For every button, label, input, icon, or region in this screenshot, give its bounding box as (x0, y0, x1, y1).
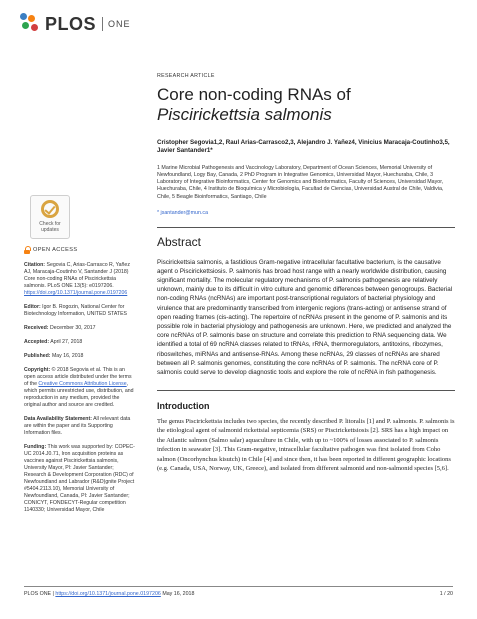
accepted-date: Accepted: April 27, 2018 (24, 339, 83, 345)
funding-block: Funding: This work was supported by: COPEC-UC 2014.J0.71, Iron acquisition proteins as vaccines against Piscirickettsia salmonis, University Mayor, PI: Javier Santander; Research & Development Corporation (RDC) of Newfoundland and Labrador (R&D)gnite Project #5404.2113.10), Memorial University of Newfoundland, Canada, PI: Javier Santander; CONICYT, FONDECYT-Regular competition 1140330; Universidad Mayor, Chile (24, 444, 135, 513)
divider (157, 390, 455, 391)
citation-block: Citation: Segovia C, Arias-Carrasco R, Yañez AJ, Maracaja-Coutinho V, Santander J (2018) Core non-coding RNAs of Piscirickettsia salmonis. PLoS ONE 13(5): e0197206. https://doi.org/10.1371/journal.pone.0197206 (24, 262, 130, 296)
page-number: 1 / 20 (439, 591, 453, 597)
plos-one-logo (20, 12, 131, 36)
abstract-heading: Abstract (157, 234, 202, 249)
license-link[interactable]: Creative Commons Attribution License (38, 381, 127, 387)
data-availability-block: Data Availability Statement: All relevant data are within the paper and its Supporting Information files. (24, 416, 131, 436)
open-lock-icon (24, 246, 30, 254)
published-date: Published: May 16, 2018 (24, 353, 84, 359)
article-title: Core non-coding RNAs of Piscirickettsia salmonis (157, 85, 351, 124)
footer-doi-link[interactable]: https://doi.org/10.1371/journal.pone.0197206 (55, 591, 161, 597)
corresponding-email[interactable]: * jsantander@mun.ca (157, 209, 209, 216)
divider (157, 227, 455, 228)
received-date: Received: December 30, 2017 (24, 325, 96, 331)
introduction-heading: Introduction (157, 401, 210, 412)
article-sidebar (24, 246, 136, 521)
plos-logo-mark (20, 13, 42, 35)
logo-divider (102, 17, 103, 31)
abstract-text: Piscirickettsia salmonis, a fastidious Gram-negative intracellular facultative bacterium, is the causative agent o Piscirickettsiosis. P. salmonis has broad host range with a nearly worldwide distribution, causing significant mortality. The molecular regulatory mechanisms of P. salmonis pathogenesis are relatively unknown, mainly due to its difficult in vitro culture and genomic differences between genogroups. Bacterial non-coding RNAs (ncRNAs) are important post-transcriptional regulators of bacterial physiology and virulence that are predominantly transcribed from intergenic regions (trans-acting) or antisense strand of open reading frames (cis-acting). The repertoire of ncRNAs present in the genome of P. salmonis and its possible role in bacterial physiology and pathogenesis are unknown. Here, we predicted and analyzed the core ncRNAs of P. salmonis base on structure and correlate this prediction to RNA sequencing data. We identified a total of 69 ncRNA classes related to tRNAs, rRNA, thermoregulators, antitoxins, ribozymes, riboswitches, miRNAs and antisense-RNAs. Among these ncRNAs, 29 classes of ncRNAs are shared between all P. salmonis genomes, constituting the core ncRNAs of P. salmonis. The ncRNA core of P. salmonis could serve to develop diagnostic tools and explore the role of ncRNA in fish pathogenesis. (157, 258, 453, 377)
check-for-updates-badge[interactable] (30, 195, 70, 239)
citation-doi-link[interactable]: https://doi.org/10.1371/journal.pone.0197206 (24, 290, 128, 296)
copyright-block: Copyright: © 2018 Segovia et al. This is an open access article distributed under the terms of the Creative Commons Attribution License, which permits unrestricted use, distribution, and reproduction in any medium, provided the original author and source are credited. (24, 367, 134, 408)
article-type: RESEARCH ARTICLE (157, 73, 215, 79)
affiliations: 1 Marine Microbial Pathogenesis and Vaccinology Laboratory, Department of Ocean Sciences, Memorial University of Newfoundland, Logy Bay, Canada, 2 PhD Program in Integrative Genomics, Universidad Mayor, Huechuraba, Chile, 3 Laboratory of Integrative Bioinformatics, Center for Genomics and Bioinformatics, Faculty of Sciences, Universidad Mayor, Huechuraba, Chile, 4 Instituto de Bioquímica y Microbiología, Facultad de Ciencias, Universidad Austral de Chile, Valdivia, Chile, 5 Beagle Bioinformatics, Santiago, Chile (157, 164, 444, 200)
check-updates-label: Check for updates (39, 221, 61, 233)
introduction-text: The genus Piscirickettsia includes two species, the recently described P. litoralis [1] and P. salmonis. P. salmonis is the etiological agent of salmonid rickettsial septicemia (SRS) or Piscirickettsiosis [2]. SRS has a high impact on the Atlantic salmon (Salmo salar) aquaculture in Chile, with up to ~100% of losses associated to P. salmonis infection in seawater [3]. This Gram-negative, intracellular facultative pathogen was first isolated from Coho salmon (Oncorhynchus kisutch) in Chile [4] and since then, it has been reported in different geographic locations (e.g. Canada, USA, Norway, UK, Greece), and isolated from different salmonid and non-salmonid species [5,6]. (157, 418, 455, 473)
footer-journal-info: PLOS ONE | https://doi.org/10.1371/journal.pone.0197206 May 16, 2018 (24, 591, 195, 597)
editor-block: Editor: Igor B. Rogozin, National Center for Biotechnology Information, UNITED STATES (24, 304, 128, 317)
journal-name: ONE (108, 19, 131, 29)
brand-name: PLOS (45, 13, 97, 34)
open-access-badge: OPEN ACCESS (24, 246, 136, 254)
checkmark-icon (41, 200, 59, 218)
article-main (157, 73, 455, 474)
page-footer (24, 586, 453, 597)
author-list: Cristopher Segovia1,2, Raul Arias-Carrasco2,3, Alejandro J. Yañez4, Vinicius Maracaja-Coutinho3,5, Javier Santander1* (157, 139, 450, 155)
